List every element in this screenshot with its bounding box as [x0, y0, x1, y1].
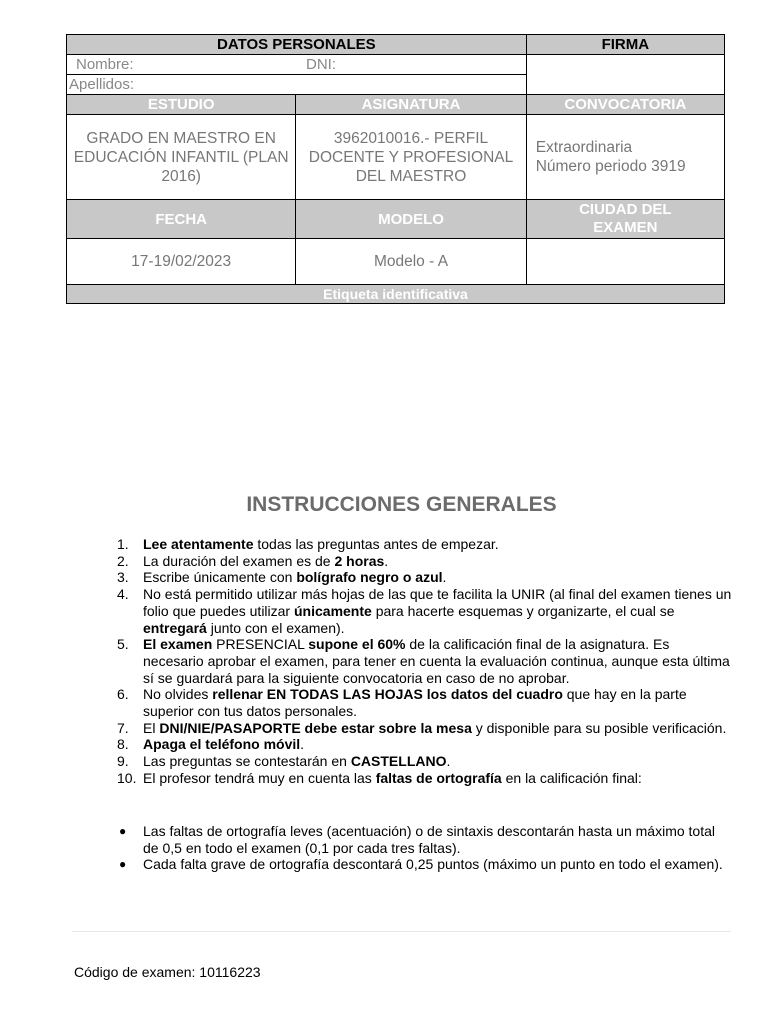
instruction-bold-text: rellenar EN TODAS LAS HOJAS los datos del cuadro: [212, 686, 563, 703]
convocatoria-heading: CONVOCATORIA: [526, 95, 724, 115]
instruction-item: [117, 753, 732, 770]
instruction-number: 7.: [117, 719, 129, 736]
instruction-text: .: [300, 736, 305, 753]
instruction-bold-text: DNI/NIE/PASAPORTE debe estar sobre la mesa: [159, 719, 472, 736]
instruction-item: [117, 553, 732, 570]
datos-personales-heading: DATOS PERSONALES: [67, 35, 527, 55]
exam-header-table: [66, 34, 725, 304]
instruction-number: 9.: [117, 753, 129, 770]
convocatoria-value: [526, 115, 724, 200]
instruction-text: Escribe únicamente con: [143, 569, 297, 586]
asignatura-value: 3962010016.- PERFIL DOCENTE Y PROFESIONAL DEL MAESTRO: [296, 115, 526, 200]
instruction-bold-text: Lee atentamente: [143, 536, 254, 552]
ciudad-heading: CIUDAD DEL EXAMEN: [526, 200, 724, 239]
spelling-rule-text: Cada falta grave de ortografía descontará 0,25 puntos (máximo un punto en todo el examen).: [143, 856, 723, 873]
instruction-text: para hacerte esquemas y organizarte, el cual se: [371, 602, 675, 619]
instruction-item: [117, 736, 732, 753]
instruction-text: La duración del examen es de: [143, 552, 335, 569]
dni-label: DNI:: [306, 56, 336, 73]
instructions-title: INSTRUCCIONES GENERALES: [246, 493, 557, 516]
instruction-number: 4.: [117, 586, 129, 603]
spelling-rule-text: Las faltas de ortografía leves (acentuación) o de sintaxis descontarán hasta un máximo total de 0,5 en todo el examen (0,1 por cada tres faltas).: [143, 823, 715, 856]
instruction-item: [117, 536, 732, 553]
nombre-dni-row[interactable]: [67, 55, 527, 75]
fecha-value: 17-19/02/2023: [67, 239, 296, 285]
instruction-text: PRESENCIAL: [212, 636, 309, 653]
instruction-bold-text: entregará: [143, 619, 207, 636]
nombre-label: Nombre:: [76, 56, 134, 73]
instruction-text: Las preguntas se contestarán en: [143, 753, 351, 770]
spelling-rule-item: [117, 856, 732, 873]
instruction-number: 2.: [117, 552, 129, 569]
instruction-item: [117, 686, 732, 719]
instruction-text: que hay en la parte superior con tus datos personales.: [143, 686, 687, 720]
modelo-value: Modelo - A: [296, 239, 526, 285]
modelo-heading: MODELO: [296, 200, 526, 239]
instruction-text: .: [442, 569, 447, 586]
instruction-text: El profesor tendrá muy en cuenta las: [143, 769, 376, 786]
instruction-text: en la calificación final:: [501, 769, 642, 786]
instruction-text: El: [143, 719, 160, 736]
instruction-text: .: [384, 552, 389, 569]
instruction-text: .: [446, 753, 451, 770]
instruction-item: [117, 720, 732, 737]
instruction-bold-text: CASTELLANO: [350, 753, 447, 770]
estudio-value: GRADO EN MAESTRO EN EDUCACIÓN INFANTIL (PLAN 2016): [67, 115, 296, 200]
convocatoria-type: Extraordinaria: [535, 139, 633, 156]
instruction-text: junto con el examen).: [206, 619, 345, 636]
ciudad-value[interactable]: [526, 239, 724, 285]
instruction-bold-text: faltas de ortografía: [375, 769, 502, 786]
instruction-item: [117, 569, 732, 586]
instruction-text: de la calificación final de la asignatura. Es necesario aprobar el examen, para tener en cuenta la evaluación continua, aunque esta última sí se guardará para la siguiente convocatoria en caso de no aprobar.: [143, 636, 730, 686]
instruction-number: 1.: [117, 536, 129, 552]
instruction-bold-text: 2 horas: [334, 552, 385, 569]
instruction-number: 8.: [117, 736, 129, 753]
instruction-number: 10.: [117, 769, 137, 786]
instruction-number: 6.: [117, 686, 129, 703]
instruction-bold-text: Apaga el teléfono móvil: [143, 736, 301, 753]
footer-divider: [72, 931, 731, 932]
instruction-text: todas las preguntas antes de empezar.: [253, 536, 499, 552]
bullet-icon: ●: [119, 857, 127, 872]
asignatura-heading: ASIGNATURA: [296, 95, 526, 115]
instruction-bold-text: bolígrafo negro o azul: [296, 569, 443, 586]
instructions-list: [117, 536, 732, 787]
convocatoria-periodo: Número periodo 3919: [535, 158, 686, 175]
exam-code: Código de examen: 10116223: [74, 964, 261, 980]
spelling-rules-list: [117, 823, 732, 873]
instruction-item: [117, 586, 732, 636]
etiqueta-identificativa: Etiqueta identificativa: [67, 285, 725, 304]
instruction-number: 5.: [117, 636, 129, 653]
firma-heading: FIRMA: [526, 35, 724, 55]
bullet-icon: ●: [119, 824, 127, 838]
instruction-item: [117, 770, 732, 787]
instruction-text: y disponible para su posible verificación.: [471, 719, 727, 736]
instruction-number: 3.: [117, 569, 129, 586]
instruction-item: [117, 636, 732, 686]
fecha-heading: FECHA: [67, 200, 296, 239]
instruction-bold-text: únicamente: [294, 602, 372, 619]
instruction-bold-text: supone el 60%: [308, 636, 406, 653]
instruction-text: No olvides: [143, 686, 213, 703]
spelling-rule-item: [117, 823, 732, 856]
estudio-heading: ESTUDIO: [67, 95, 296, 115]
apellidos-row[interactable]: [67, 75, 527, 95]
firma-box[interactable]: [526, 55, 724, 95]
instruction-bold-text: El examen: [143, 636, 213, 653]
instruction-text: No está permitido utilizar más hojas de las que te facilita la UNIR (al final del examen tienes un folio que puedes utilizar: [143, 586, 732, 619]
apellidos-label: Apellidos:: [69, 76, 135, 93]
